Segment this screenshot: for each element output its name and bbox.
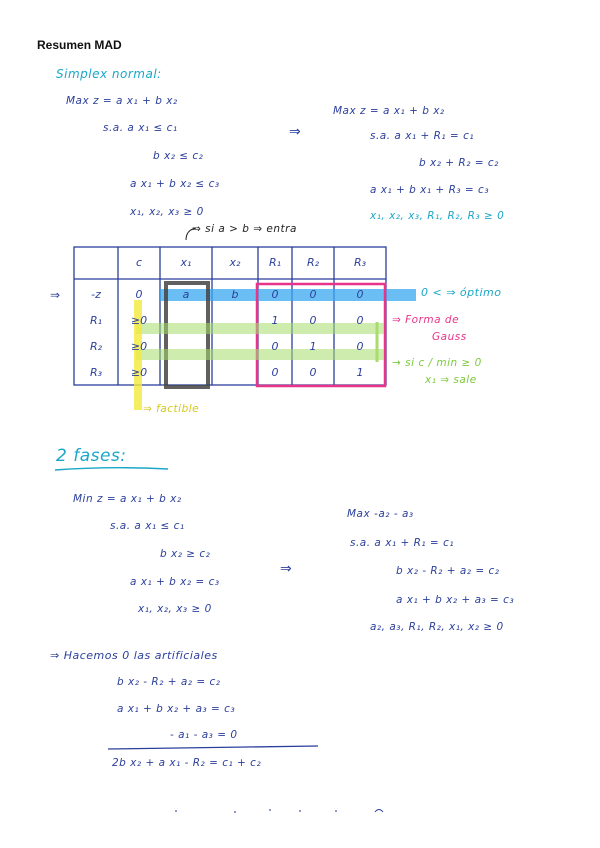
section-heading-two-phases: 2 fases:	[56, 446, 127, 466]
tableau-cell: b	[231, 288, 239, 301]
note-optimo: 0 < ⇒ óptimo	[421, 286, 502, 299]
tableau-row-label-r3: R₃	[89, 366, 103, 379]
tableau-cell: ≥0	[130, 340, 148, 353]
note-gauss-line1: ⇒ Forma de	[392, 314, 460, 326]
tableau-header-r3: R₃	[353, 256, 367, 269]
tableau-cell: 0	[356, 288, 364, 301]
phase1-constraint-2: b x₂ - R₂ + a₂ = c₂	[396, 565, 500, 577]
artificial-equation-2: a x₁ + b x₂ + a₃ = c₃	[117, 703, 236, 715]
implies-arrow-1: ⇒	[289, 124, 302, 140]
standard-constraint-2: b x₂ + R₂ = c₂	[419, 157, 499, 169]
tableau-header-c: c	[135, 256, 143, 269]
simplex-objective: Max z = a x₁ + b x₂	[66, 95, 178, 107]
tableau-cell: ≥0	[130, 314, 148, 327]
tableau-header-x1: x₁	[180, 256, 192, 269]
entra-note: ⇒ si a > b ⇒ entra	[192, 223, 297, 235]
simplex-constraint-1: s.a. a x₁ ≤ c₁	[103, 122, 178, 134]
tableau-cell: 0	[309, 288, 317, 301]
note-sale-line1: → si c / min ≥ 0	[392, 357, 482, 369]
page-title: Resumen MAD	[37, 38, 122, 52]
tableau-header-r2: R₂	[306, 256, 320, 269]
tableau-cell: 1	[309, 340, 317, 353]
tableau-row-label-z: -z	[91, 288, 101, 301]
note-sale-line2: x₁ ⇒ sale	[425, 374, 477, 386]
phase-constraint-2: b x₂ ≥ c₂	[160, 548, 211, 560]
tableau-cell: 0	[271, 340, 279, 353]
simplex-constraint-3: a x₁ + b x₂ ≤ c₃	[130, 178, 220, 190]
tableau-cell: 0	[271, 288, 279, 301]
phase1-constraint-1: s.a. a x₁ + R₁ = c₁	[350, 537, 455, 549]
implies-arrow-2: ⇒	[280, 561, 293, 577]
phase1-nonnegativity: a₂, a₃, R₁, R₂, x₁, x₂ ≥ 0	[370, 621, 504, 633]
phase-nonnegativity: x₁, x₂, x₃ ≥ 0	[138, 603, 212, 615]
phase-constraint-1: s.a. a x₁ ≤ c₁	[110, 520, 185, 532]
standard-nonnegativity: x₁, x₂, x₃, R₁, R₂, R₃ ≥ 0	[370, 210, 505, 222]
tableau-row-label-r2: R₂	[89, 340, 103, 353]
phase-constraint-3: a x₁ + b x₂ = c₃	[130, 576, 220, 588]
tableau-cell: a	[182, 288, 190, 301]
section-heading-simplex: Simplex normal:	[56, 67, 162, 81]
tableau-cell: ≥0	[130, 366, 148, 379]
simplex-constraint-2: b x₂ ≤ c₂	[153, 150, 204, 162]
note-gauss-line2: Gauss	[432, 331, 467, 343]
tableau-cell: 1	[356, 366, 364, 379]
tableau-cell: 0	[309, 366, 317, 379]
phase1-objective: Max -a₂ - a₃	[347, 508, 414, 520]
tableau-cell: 0	[271, 366, 279, 379]
tableau-cell: 0	[356, 314, 364, 327]
simplex-nonnegativity: x₁, x₂, x₃ ≥ 0	[130, 206, 204, 218]
hacemos-note: ⇒ Hacemos 0 las artificiales	[50, 649, 218, 662]
tableau-row-label-r1: R₁	[89, 314, 103, 327]
artificial-equation-1: b x₂ - R₂ + a₂ = c₂	[117, 676, 221, 688]
artificial-equation-sum: 2b x₂ + a x₁ - R₂ = c₁ + c₂	[112, 757, 262, 769]
objective-row-arrow: ⇒	[50, 288, 61, 302]
tableau-cell: 1	[271, 314, 279, 327]
standard-constraint-1: s.a. a x₁ + R₁ = c₁	[370, 130, 475, 142]
note-factible: ⇒ factible	[143, 403, 200, 415]
tableau-header-x2: x₂	[229, 256, 241, 269]
phase-objective: Min z = a x₁ + b x₂	[73, 493, 182, 505]
artificial-equation-3: - a₁ - a₃ = 0	[170, 729, 238, 741]
phase1-constraint-3: a x₁ + b x₂ + a₃ = c₃	[396, 594, 515, 606]
standard-objective: Max z = a x₁ + b x₂	[333, 105, 445, 117]
tableau-cell: 0	[135, 288, 143, 301]
tableau-cell: 0	[356, 340, 364, 353]
standard-constraint-3: a x₁ + b x₁ + R₃ = c₃	[370, 184, 490, 196]
tableau-cell: 0	[309, 314, 317, 327]
tableau-header-r1: R₁	[268, 256, 282, 269]
